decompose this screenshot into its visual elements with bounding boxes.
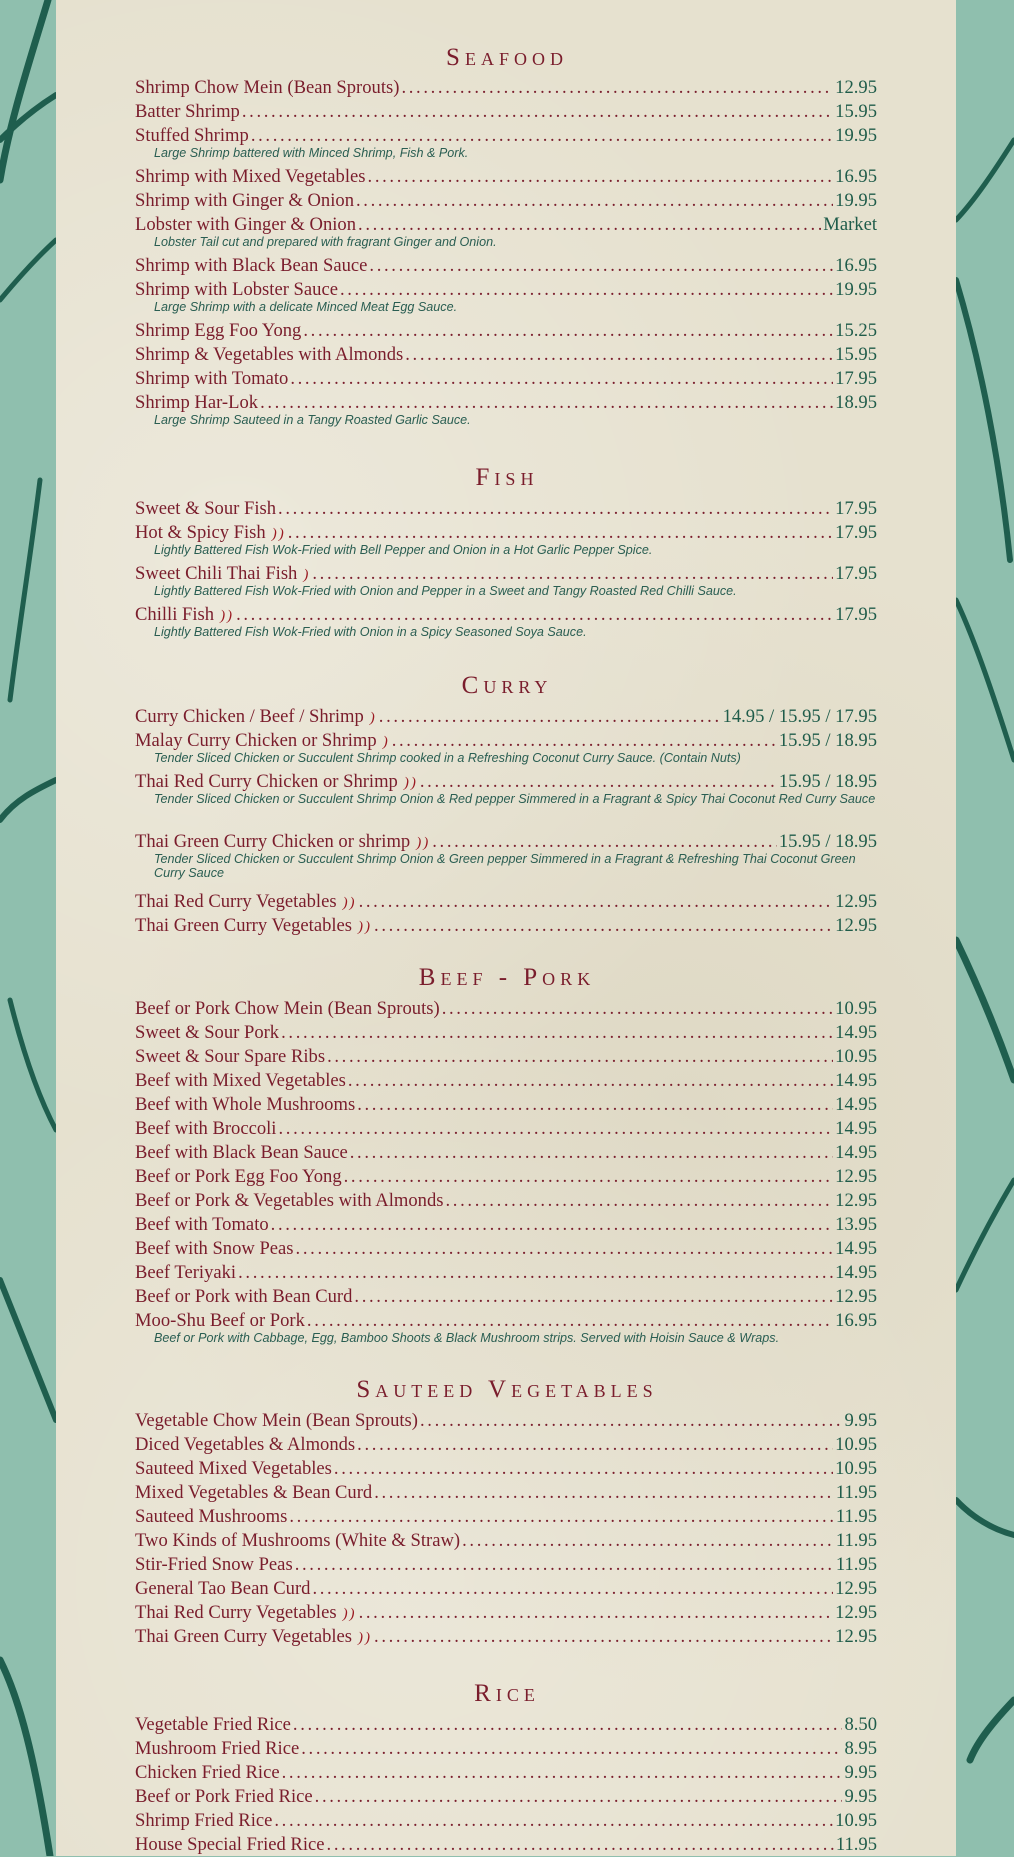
menu-item-price: 15.95 xyxy=(835,101,877,122)
menu-item-description: Large Shrimp with a delicate Minced Meat Egg Sauce. xyxy=(154,300,458,314)
menu-item-price: 15.95 / 18.95 xyxy=(778,771,877,792)
menu-item-name: Stuffed Shrimp xyxy=(135,125,249,146)
menu-item xyxy=(135,278,877,302)
chili-pepper-icon: ) xyxy=(382,734,390,750)
dot-leader xyxy=(379,705,721,729)
menu-item-price: 8.95 xyxy=(844,1738,877,1759)
dot-leader xyxy=(420,770,777,794)
menu-item xyxy=(135,1021,877,1045)
menu-item-price: 12.95 xyxy=(835,1286,877,1307)
dot-leader xyxy=(357,1433,833,1457)
section-title: Fish xyxy=(475,464,539,491)
menu-item-name: Thai Red Curry Vegetables xyxy=(135,891,337,912)
dot-leader xyxy=(278,497,833,521)
menu-item-name: Shrimp with Lobster Sauce xyxy=(135,279,338,300)
menu-item-name: Beef or Pork Fried Rice xyxy=(135,1786,313,1807)
menu-item-name: Vegetable Fried Rice xyxy=(135,1714,291,1735)
section-title: Beef - Pork xyxy=(418,964,596,991)
dot-leader xyxy=(293,1713,843,1737)
chili-pepper-icon: )) xyxy=(416,835,431,851)
menu-item-name: General Tao Bean Curd xyxy=(135,1578,311,1599)
menu-item-price: Market xyxy=(823,214,877,235)
menu-item xyxy=(135,343,877,367)
dot-leader xyxy=(368,165,834,189)
dot-leader xyxy=(238,1261,833,1285)
menu-item xyxy=(135,213,877,237)
menu-item-name: Chicken Fried Rice xyxy=(135,1762,280,1783)
menu-item-price: 9.95 xyxy=(844,1786,877,1807)
menu-item-name: Shrimp Egg Foo Yong xyxy=(135,320,302,341)
menu-item-price: 13.95 xyxy=(835,1214,877,1235)
menu-item-price: 14.95 xyxy=(835,1022,877,1043)
menu-item-name: Stir-Fried Snow Peas xyxy=(135,1554,293,1575)
dot-leader xyxy=(350,1141,833,1165)
menu-item-name: Beef with Black Bean Sauce xyxy=(135,1142,348,1163)
dot-leader xyxy=(315,1785,843,1809)
menu-item xyxy=(135,1069,877,1093)
menu-item-name: Curry Chicken / Beef / Shrimp xyxy=(135,706,364,727)
menu-item-name: Thai Green Curry Chicken or shrimp xyxy=(135,831,411,852)
dot-leader xyxy=(295,1553,834,1577)
menu-item-price: 14.95 xyxy=(835,1094,877,1115)
menu-item-price: 12.95 xyxy=(835,891,877,912)
menu-item xyxy=(135,1285,877,1309)
menu-item-name: Sweet & Sour Spare Ribs xyxy=(135,1046,326,1067)
dot-leader xyxy=(281,1021,833,1045)
menu-item-price: 9.95 xyxy=(844,1762,877,1783)
dot-leader xyxy=(334,1457,833,1481)
menu-item xyxy=(135,914,877,938)
menu-item-price: 9.95 xyxy=(844,1410,877,1431)
menu-item-price: 16.95 xyxy=(835,255,877,276)
menu-item-price: 12.95 xyxy=(835,1602,877,1623)
chili-pepper-icon: )) xyxy=(358,1630,373,1646)
dot-leader xyxy=(242,100,833,124)
menu-item xyxy=(135,1577,877,1601)
menu-item-name: Two Kinds of Mushrooms (White & Straw) xyxy=(135,1530,461,1551)
menu-item xyxy=(135,770,877,794)
dot-leader xyxy=(354,1285,833,1309)
dot-leader xyxy=(369,254,833,278)
menu-item-price: 18.95 xyxy=(835,392,877,413)
menu-item xyxy=(135,1261,877,1285)
menu-item xyxy=(135,76,877,100)
menu-item-price: 11.95 xyxy=(835,1834,877,1855)
dot-leader xyxy=(358,213,821,237)
menu-item-name: Beef with Broccoli xyxy=(135,1118,277,1139)
menu-item-name: Shrimp with Ginger & Onion xyxy=(135,190,354,211)
menu-item-price: 15.95 xyxy=(835,344,877,365)
dot-leader xyxy=(327,1045,833,1069)
dot-leader xyxy=(290,367,833,391)
menu-item-description: Tender Sliced Chicken or Succulent Shrimp cooked in a Refreshing Coconut Curry Sauce. (Contain Nuts) xyxy=(154,751,741,765)
menu-item-name: Batter Shrimp xyxy=(135,101,240,122)
menu-item-price: 11.95 xyxy=(835,1506,877,1527)
menu-item-price: 11.95 xyxy=(835,1554,877,1575)
menu-item-price: 14.95 / 15.95 / 17.95 xyxy=(722,706,877,727)
menu-item-name: Sauteed Mushrooms xyxy=(135,1506,288,1527)
menu-item-price: 15.95 / 18.95 xyxy=(778,831,877,852)
chili-pepper-icon: ) xyxy=(303,567,311,583)
menu-item-price: 14.95 xyxy=(835,1070,877,1091)
menu-item xyxy=(135,100,877,124)
dot-leader xyxy=(251,124,833,148)
dot-leader xyxy=(356,189,833,213)
menu-item-name: Shrimp with Mixed Vegetables xyxy=(135,166,366,187)
menu-item-price: 17.95 xyxy=(835,368,877,389)
menu-item-name: Sauteed Mixed Vegetables xyxy=(135,1458,332,1479)
menu-item-description: Lightly Battered Fish Wok-Fried with Onion in a Spicy Seasoned Soya Sauce. xyxy=(154,625,587,639)
menu-item-price: 12.95 xyxy=(835,1626,877,1647)
dot-leader xyxy=(307,1309,833,1333)
menu-item xyxy=(135,189,877,213)
menu-item-name: Beef with Tomato xyxy=(135,1214,269,1235)
menu-item-price: 19.95 xyxy=(835,279,877,300)
menu-item-name: Mixed Vegetables & Bean Curd xyxy=(135,1482,373,1503)
menu-item xyxy=(135,391,877,415)
menu-item-name: Shrimp with Tomato xyxy=(135,368,289,389)
menu-item-description: Large Shrimp Sauteed in a Tangy Roasted Garlic Sauce. xyxy=(154,413,471,427)
dot-leader xyxy=(274,1809,833,1833)
dot-leader xyxy=(260,391,833,415)
dot-leader xyxy=(348,1069,833,1093)
dot-leader xyxy=(359,890,834,914)
menu-item-price: 10.95 xyxy=(835,1434,877,1455)
dot-leader xyxy=(446,1189,834,1213)
menu-item xyxy=(135,1809,877,1833)
dot-leader xyxy=(327,1833,834,1857)
menu-item-price: 12.95 xyxy=(835,1190,877,1211)
menu-item xyxy=(135,165,877,189)
menu-item xyxy=(135,997,877,1021)
menu-item-name: Vegetable Chow Mein (Bean Sprouts) xyxy=(135,1410,418,1431)
menu-item xyxy=(135,1045,877,1069)
menu-item-price: 17.95 xyxy=(835,604,877,625)
menu-item xyxy=(135,1309,877,1333)
menu-item xyxy=(135,124,877,148)
menu-item-name: House Special Fried Rice xyxy=(135,1834,325,1855)
menu-item-name: Beef or Pork Egg Foo Yong xyxy=(135,1166,342,1187)
dot-leader xyxy=(405,343,833,367)
menu-item-price: 17.95 xyxy=(835,563,877,584)
menu-item-name: Beef with Mixed Vegetables xyxy=(135,1070,346,1091)
dot-leader xyxy=(289,1505,833,1529)
menu-item-price: 11.95 xyxy=(835,1530,877,1551)
menu-item xyxy=(135,1601,877,1625)
dot-leader xyxy=(296,1237,834,1261)
dot-leader xyxy=(278,1117,833,1141)
dot-leader xyxy=(282,1761,843,1785)
dot-leader xyxy=(288,521,833,545)
menu-item-price: 17.95 xyxy=(835,498,877,519)
menu-item xyxy=(135,562,877,586)
menu-item-description: Beef or Pork with Cabbage, Egg, Bamboo Shoots & Black Mushroom strips. Served with Hoisin Sauce & Wraps. xyxy=(154,1331,780,1345)
menu-item-price: 19.95 xyxy=(835,125,877,146)
dot-leader xyxy=(432,830,777,854)
menu-item-price: 16.95 xyxy=(835,166,877,187)
menu-item-description: Lightly Battered Fish Wok-Fried with Onion and Pepper in a Sweet and Tangy Roasted Red Chilli Sauce. xyxy=(154,584,737,598)
menu-item xyxy=(135,830,877,854)
chili-pepper-icon: )) xyxy=(403,775,418,791)
menu-item xyxy=(135,1457,877,1481)
section-title: Curry xyxy=(461,672,553,699)
menu-item-price: 10.95 xyxy=(835,998,877,1019)
section-title: Seafood xyxy=(446,44,568,71)
menu-item xyxy=(135,705,877,729)
dot-leader xyxy=(236,603,833,627)
menu-item xyxy=(135,1093,877,1117)
menu-item-price: 10.95 xyxy=(835,1046,877,1067)
menu-item-name: Beef or Pork & Vegetables with Almonds xyxy=(135,1190,444,1211)
section-title: Rice xyxy=(474,1680,540,1707)
menu-item-name: Thai Red Curry Vegetables xyxy=(135,1602,337,1623)
menu-item-price: 11.95 xyxy=(835,1482,877,1503)
menu-item-price: 14.95 xyxy=(835,1142,877,1163)
menu-item-name: Sweet Chili Thai Fish xyxy=(135,563,298,584)
dot-leader xyxy=(374,1625,833,1649)
chili-pepper-icon: ) xyxy=(369,710,377,726)
menu-item xyxy=(135,319,877,343)
menu-item-name: Moo-Shu Beef or Pork xyxy=(135,1310,305,1331)
menu-item-name: Shrimp with Black Bean Sauce xyxy=(135,255,368,276)
menu-item-name: Shrimp Fried Rice xyxy=(135,1810,273,1831)
menu-item xyxy=(135,1165,877,1189)
menu-item-description: Tender Sliced Chicken or Succulent Shrimp Onion & Green pepper Simmered in a Fragrant & Refreshing Thai Coconut Green Curry Sauce xyxy=(154,852,856,880)
menu-item xyxy=(135,1213,877,1237)
menu-item xyxy=(135,1625,877,1649)
menu-item xyxy=(135,1833,877,1857)
menu-item-name: Beef Teriyaki xyxy=(135,1262,237,1283)
menu-item xyxy=(135,1737,877,1761)
menu-item-price: 10.95 xyxy=(835,1810,877,1831)
chili-pepper-icon: )) xyxy=(271,526,286,542)
dot-leader xyxy=(420,1409,842,1433)
menu-item-price: 19.95 xyxy=(835,190,877,211)
menu-item-price: 16.95 xyxy=(835,1310,877,1331)
menu-item xyxy=(135,1481,877,1505)
dot-leader xyxy=(462,1529,834,1553)
menu-item xyxy=(135,497,877,521)
menu-item-name: Thai Green Curry Vegetables xyxy=(135,1626,353,1647)
menu-item-name: Beef or Pork Chow Mein (Bean Sprouts) xyxy=(135,998,440,1019)
dot-leader xyxy=(271,1213,834,1237)
menu-item-name: Diced Vegetables & Almonds xyxy=(135,1434,356,1455)
menu-item xyxy=(135,603,877,627)
menu-item-price: 12.95 xyxy=(835,915,877,936)
menu-item-description: Lightly Battered Fish Wok-Fried with Bell Pepper and Onion in a Hot Garlic Pepper Spice. xyxy=(154,543,653,557)
menu-item-name: Thai Green Curry Vegetables xyxy=(135,915,353,936)
menu-item xyxy=(135,1529,877,1553)
menu-item xyxy=(135,1785,877,1809)
dot-leader xyxy=(359,1601,834,1625)
menu-item xyxy=(135,254,877,278)
chili-pepper-icon: )) xyxy=(342,1606,357,1622)
dot-leader xyxy=(340,278,833,302)
menu-item xyxy=(135,521,877,545)
menu-item-price: 12.95 xyxy=(835,1578,877,1599)
menu-item xyxy=(135,1713,877,1737)
menu-item-name: Malay Curry Chicken or Shrimp xyxy=(135,730,377,751)
menu-item xyxy=(135,729,877,753)
menu-item xyxy=(135,1761,877,1785)
menu-item xyxy=(135,1553,877,1577)
menu-item-name: Lobster with Ginger & Onion xyxy=(135,214,357,235)
menu-item xyxy=(135,890,877,914)
menu-item-description: Lobster Tail cut and prepared with fragrant Ginger and Onion. xyxy=(154,235,497,249)
menu-item-name: Sweet & Sour Fish xyxy=(135,498,277,519)
dot-leader xyxy=(357,1093,833,1117)
menu-item-name: Shrimp Chow Mein (Bean Sprouts) xyxy=(135,77,400,98)
menu-item-price: 10.95 xyxy=(835,1458,877,1479)
dot-leader xyxy=(442,997,833,1021)
menu-item-price: 12.95 xyxy=(835,1166,877,1187)
menu-item-name: Beef with Whole Mushrooms xyxy=(135,1094,356,1115)
menu-item-name: Hot & Spicy Fish xyxy=(135,522,266,543)
dot-leader xyxy=(301,1737,842,1761)
menu-item-price: 14.95 xyxy=(835,1118,877,1139)
dot-leader xyxy=(303,319,833,343)
dot-leader xyxy=(344,1165,834,1189)
menu-item-price: 15.95 / 18.95 xyxy=(778,730,877,751)
menu-item-name: Chilli Fish xyxy=(135,604,215,625)
menu-item-name: Shrimp & Vegetables with Almonds xyxy=(135,344,404,365)
menu-item xyxy=(135,1237,877,1261)
chili-pepper-icon: )) xyxy=(342,895,357,911)
menu-item-name: Thai Red Curry Chicken or Shrimp xyxy=(135,771,398,792)
menu-item-name: Beef or Pork with Bean Curd xyxy=(135,1286,353,1307)
menu-item-description: Tender Sliced Chicken or Succulent Shrimp Onion & Red pepper Simmered in a Fragrant & Spicy Thai Coconut Red Curry Sauce xyxy=(154,792,876,806)
section-title: Sauteed Vegetables xyxy=(356,1376,658,1403)
menu-item-price: 8.50 xyxy=(844,1714,877,1735)
dot-leader xyxy=(392,729,777,753)
menu-item-price: 14.95 xyxy=(835,1262,877,1283)
menu-item-price: 17.95 xyxy=(835,522,877,543)
menu-item xyxy=(135,1141,877,1165)
dot-leader xyxy=(401,76,833,100)
menu-item-price: 14.95 xyxy=(835,1238,877,1259)
chili-pepper-icon: )) xyxy=(358,919,373,935)
menu-item xyxy=(135,1505,877,1529)
dot-leader xyxy=(312,1577,833,1601)
dot-leader xyxy=(312,562,833,586)
menu-item xyxy=(135,1117,877,1141)
chili-pepper-icon: )) xyxy=(220,608,235,624)
menu-item-name: Beef with Snow Peas xyxy=(135,1238,294,1259)
dot-leader xyxy=(374,1481,834,1505)
menu-item-name: Shrimp Har-Lok xyxy=(135,392,259,413)
menu-item xyxy=(135,1433,877,1457)
dot-leader xyxy=(374,914,833,938)
menu-item xyxy=(135,1189,877,1213)
menu-item-price: 12.95 xyxy=(835,77,877,98)
menu-item-price: 15.25 xyxy=(835,320,877,341)
menu-item-description: Large Shrimp battered with Minced Shrimp, Fish & Pork. xyxy=(154,146,469,160)
menu-item xyxy=(135,1409,877,1433)
menu-item-name: Mushroom Fried Rice xyxy=(135,1738,300,1759)
menu-item-name: Sweet & Sour Pork xyxy=(135,1022,280,1043)
menu-item xyxy=(135,367,877,391)
